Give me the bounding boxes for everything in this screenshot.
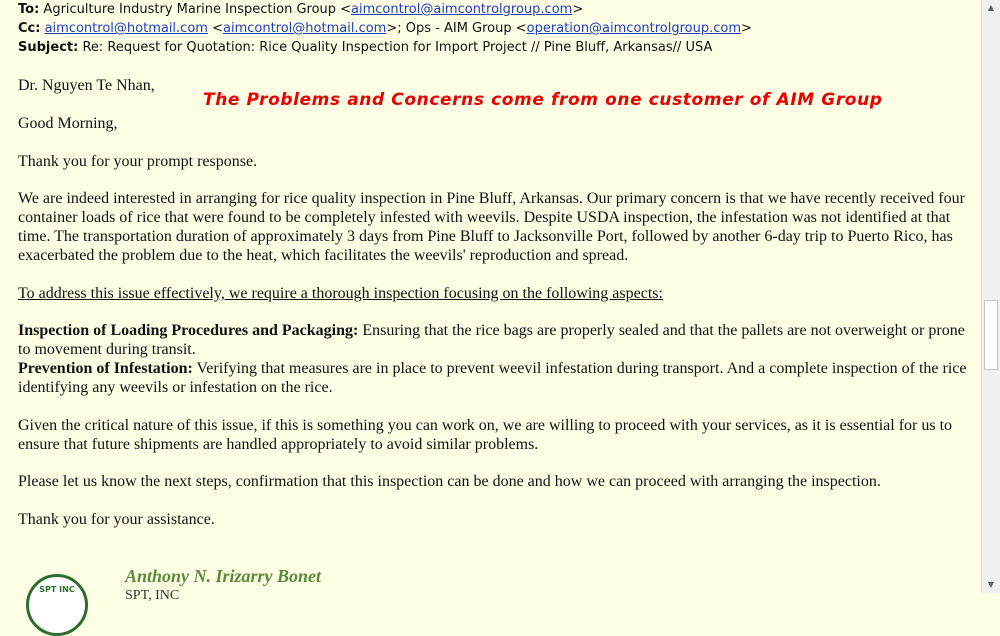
- to-email-link[interactable]: aimcontrol@aimcontrolgroup.com: [351, 2, 573, 17]
- thanks-line: Thank you for your prompt response.: [18, 153, 258, 170]
- paragraph-concern: We are indeed interested in arranging for rice quality inspection in Pine Bluff, Arkansas. Our primary concern is that we have recently received four container loads of rice that were found to be completely infested with weevils. Despite USDA inspection, the infestation was not identified at that time. The transportation duration of approximately 3 days from Pine Bluff to Jacksonville Port, followed by another 6-day trip to Puerto Rico, has exacerbated the problem due to the heat, which facilitates the weevils' reproduction and spread.: [18, 190, 965, 264]
- scrollbar-thumb[interactable]: [984, 300, 998, 370]
- logo-text: SPT INC: [39, 585, 75, 594]
- cc-open-1: <: [207, 21, 223, 36]
- signature-company: SPT, INC: [125, 588, 180, 603]
- subject-label: Subject:: [18, 40, 79, 55]
- cc-label: Cc:: [18, 21, 41, 36]
- to-text: Agriculture Industry Marine Inspection Group <: [43, 2, 352, 17]
- scroll-down-arrow-icon[interactable]: ▼: [987, 580, 995, 589]
- vertical-scrollbar[interactable]: [981, 0, 1000, 593]
- to-label: To:: [18, 2, 40, 17]
- scroll-up-arrow-icon[interactable]: ▲: [987, 3, 995, 12]
- to-line: [18, 0, 583, 19]
- aspect-loading: [18, 321, 968, 359]
- signature-name: Anthony N. Irizarry Bonet: [125, 566, 322, 586]
- cc-mid: >; Ops - AIM Group <: [386, 21, 527, 36]
- company-logo: [26, 574, 88, 636]
- greeting: Good Morning,: [18, 115, 118, 132]
- cc-close: >: [741, 21, 752, 36]
- aspect-prevention: [18, 359, 968, 397]
- cc-email-link-3[interactable]: operation@aimcontrolgroup.com: [526, 21, 742, 36]
- aspect-loading-title: Inspection of Loading Procedures and Packaging:: [18, 322, 359, 339]
- cc-email-link-2[interactable]: aimcontrol@hotmail.com: [222, 21, 387, 36]
- to-close: >: [572, 2, 584, 17]
- aspects-intro: To address this issue effectively, we require a thorough inspection focusing on the following aspects:: [18, 285, 663, 302]
- paragraph-critical: Given the critical nature of this issue, if this is something you can work on, we are willing to proceed with your services, as it is essential for us to ensure that future shipments are handled appropriately to avoid similar problems.: [18, 417, 953, 453]
- subject-line: [18, 38, 712, 57]
- salutation: Dr. Nguyen Te Nhan,: [18, 77, 155, 94]
- closing-line: Thank you for your assistance.: [18, 511, 215, 528]
- cc-email-link-1[interactable]: aimcontrol@hotmail.com: [44, 21, 208, 36]
- aspect-prevention-text: Verifying that measures are in place to prevent weevil infestation during transport. And a complete inspection of the rice identifying any weevils or infestation on the rice.: [18, 360, 967, 396]
- subject-text: Re: Request for Quotation: Rice Quality Inspection for Import Project // Pine Bluff, Arkansas// USA: [82, 40, 713, 55]
- aspect-prevention-title: Prevention of Infestation:: [18, 360, 193, 377]
- aspect-loading-text: Ensuring that the rice bags are properly sealed and that the pallets are not overweight or prone to movement during transit.: [18, 322, 965, 358]
- cc-line: [18, 19, 752, 38]
- annotation-banner: The Problems and Concerns come from one customer of AIM Group: [203, 90, 883, 110]
- paragraph-next-steps: Please let us know the next steps, confirmation that this inspection can be done and how we can proceed with arranging the inspection.: [18, 473, 881, 490]
